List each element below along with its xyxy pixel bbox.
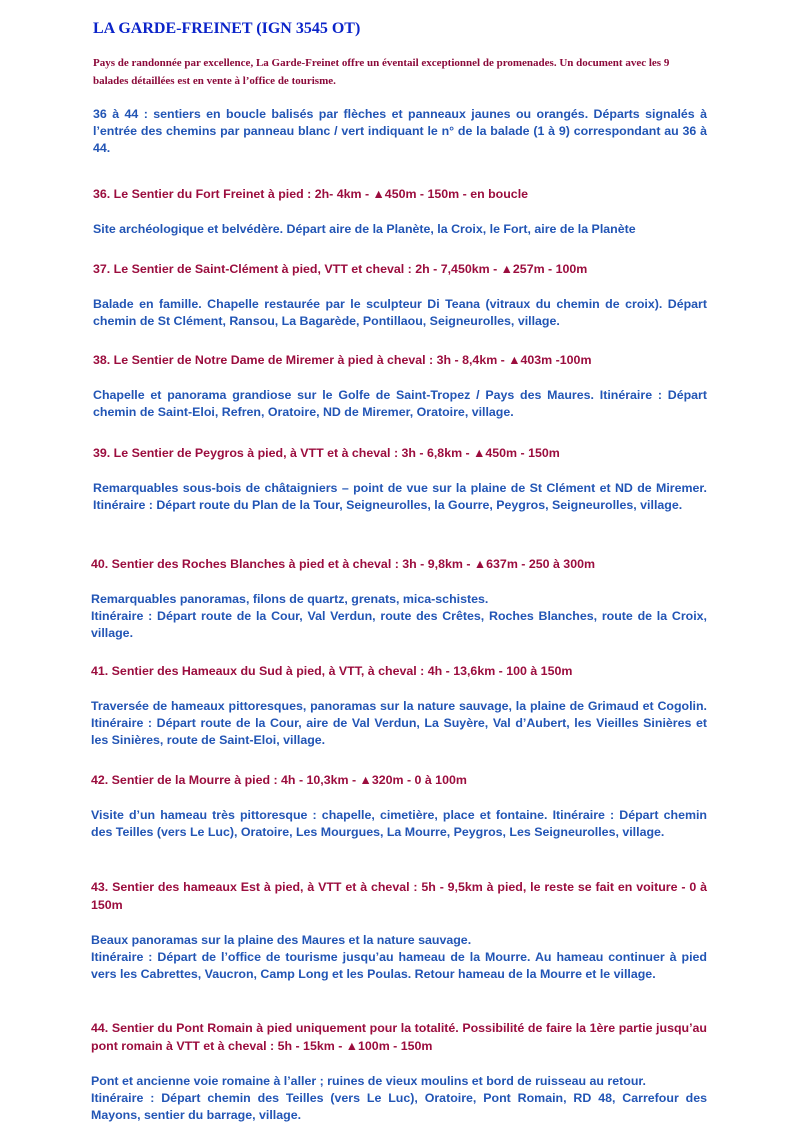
document-page bbox=[93, 18, 707, 172]
walk-title: 41. Sentier des Hameaux du Sud à pied, à VTT, à cheval : 4h - 13,6km - 100 à 150m bbox=[91, 664, 573, 678]
walk-title: 37. Le Sentier de Saint-Clément à pied, VTT et cheval : 2h - 7,450km - ▲257m - 100m bbox=[93, 262, 588, 276]
walk-description-line: Chapelle et panorama grandiose sur le Golfe de Saint-Tropez / Pays des Maures. Itinéraire : Départ chemin de Saint-Eloi, Refren, Oratoire, ND de Miremer, Oratoire, village. bbox=[93, 388, 707, 419]
walk-description-line: Itinéraire : Départ de l’office de tourisme jusqu’au hameau de la Mourre. Au hameau continuer à pied vers les Cabrettes, Vaucron, Camp Long et les Poulas. Retour hameau de la Mourre et le village. bbox=[91, 950, 707, 981]
walk-description bbox=[93, 296, 707, 330]
walk-description-line: Remarquables sous-bois de châtaigniers – point de vue sur la plaine de St Clément et ND de Miremer. Itinéraire : Départ route du Plan de la Tour, Seigneurolles, la Gourre, Peygros, Seigneurolles, village. bbox=[93, 481, 707, 512]
walk-title: 38. Le Sentier de Notre Dame de Miremer à pied à cheval : 3h - 8,4km - ▲403m -100m bbox=[93, 353, 592, 367]
walk-item bbox=[93, 260, 707, 330]
walk-description-line: Remarquables panoramas, filons de quartz, grenats, mica-schistes. bbox=[91, 592, 489, 606]
walk-item bbox=[91, 771, 707, 841]
walk-item bbox=[91, 1019, 707, 1124]
walk-item bbox=[93, 185, 707, 238]
walk-description bbox=[91, 932, 707, 983]
walk-description-line: Itinéraire : Départ chemin des Teilles (vers Le Luc), Oratoire, Pont Romain, RD 48, Carrefour des Mayons, sentier du barrage, village. bbox=[91, 1091, 707, 1122]
walk-description-line: Pont et ancienne voie romaine à l’aller ; ruines de vieux moulins et bord de ruisseau au retour. bbox=[91, 1074, 646, 1088]
walk-description bbox=[91, 591, 707, 642]
walk-description bbox=[93, 387, 707, 421]
lead-paragraph: 36 à 44 : sentiers en boucle balisés par flèches et panneaux jaunes ou orangés. Départs signalés à l’entrée des chemins par panneau blanc / vert indiquant le n° de la balade (1 à 9) correspondant au 36 à 44. bbox=[93, 107, 707, 155]
walk-description-line: Site archéologique et belvédère. Départ aire de la Planète, la Croix, le Fort, aire de la Planète bbox=[93, 222, 636, 236]
walk-description-line: Itinéraire : Départ route de la Cour, Val Verdun, route des Crêtes, Roches Blanches, route de la Croix, village. bbox=[91, 609, 707, 640]
walk-description-line: Beaux panoramas sur la plaine des Maures et la nature sauvage. bbox=[91, 933, 472, 947]
walk-item bbox=[93, 351, 707, 421]
walk-item bbox=[91, 662, 707, 749]
walk-description bbox=[93, 480, 707, 514]
walk-item bbox=[91, 555, 707, 642]
walk-description-line: Visite d’un hameau très pittoresque : chapelle, cimetière, place et fontaine. Itinéraire : Départ chemin des Teilles (vers Le Luc), Oratoire, Les Mourgues, La Mourre, Peygros, Les Seigneurolles, village. bbox=[91, 808, 707, 839]
walk-title: 43. Sentier des hameaux Est à pied, à VTT et à cheval : 5h - 9,5km à pied, le reste se fait en voiture - 0 à 150m bbox=[91, 880, 707, 912]
walk-title: 36. Le Sentier du Fort Freinet à pied : 2h- 4km - ▲450m - 150m - en boucle bbox=[93, 187, 529, 201]
walk-description bbox=[91, 698, 707, 749]
walk-description bbox=[93, 221, 707, 238]
intro-paragraph: Pays de randonnée par excellence, La Garde-Freinet offre un éventail exceptionnel de promenades. Un document avec les 9 balades détaillées est en vente à l’office de tourisme. bbox=[93, 57, 670, 87]
walk-description bbox=[91, 1073, 707, 1124]
walk-title: 39. Le Sentier de Peygros à pied, à VTT et à cheval : 3h - 6,8km - ▲450m - 150m bbox=[93, 446, 560, 460]
walk-item bbox=[91, 878, 707, 983]
walk-item bbox=[93, 444, 707, 514]
walk-description-line: Balade en famille. Chapelle restaurée par le sculpteur Di Teana (vitraux du chemin de croix). Départ chemin de St Clément, Ransou, La Bagarède, Pontillaou, Seigneurolles, village. bbox=[93, 297, 707, 328]
walk-title: 44. Sentier du Pont Romain à pied uniquement pour la totalité. Possibilité de faire la 1ère partie jusqu’au pont romain à VTT et à cheval : 5h - 15km - ▲100m - 150m bbox=[91, 1021, 707, 1053]
walk-title: 40. Sentier des Roches Blanches à pied et à cheval : 3h - 9,8km - ▲637m - 250 à 300m bbox=[91, 557, 595, 571]
walk-description-line: Traversée de hameaux pittoresques, panoramas sur la nature sauvage, la plaine de Grimaud et Cogolin. Itinéraire : Départ route de la Cour, aire de Val Verdun, La Suyère, Val d’Aubert, les Vieilles Sinières et les Sinières, route de Saint-Eloi, village. bbox=[91, 699, 707, 747]
walk-description bbox=[91, 807, 707, 841]
walk-title: 42. Sentier de la Mourre à pied : 4h - 10,3km - ▲320m - 0 à 100m bbox=[91, 773, 467, 787]
page-title: LA GARDE-FREINET (IGN 3545 OT) bbox=[93, 20, 361, 37]
